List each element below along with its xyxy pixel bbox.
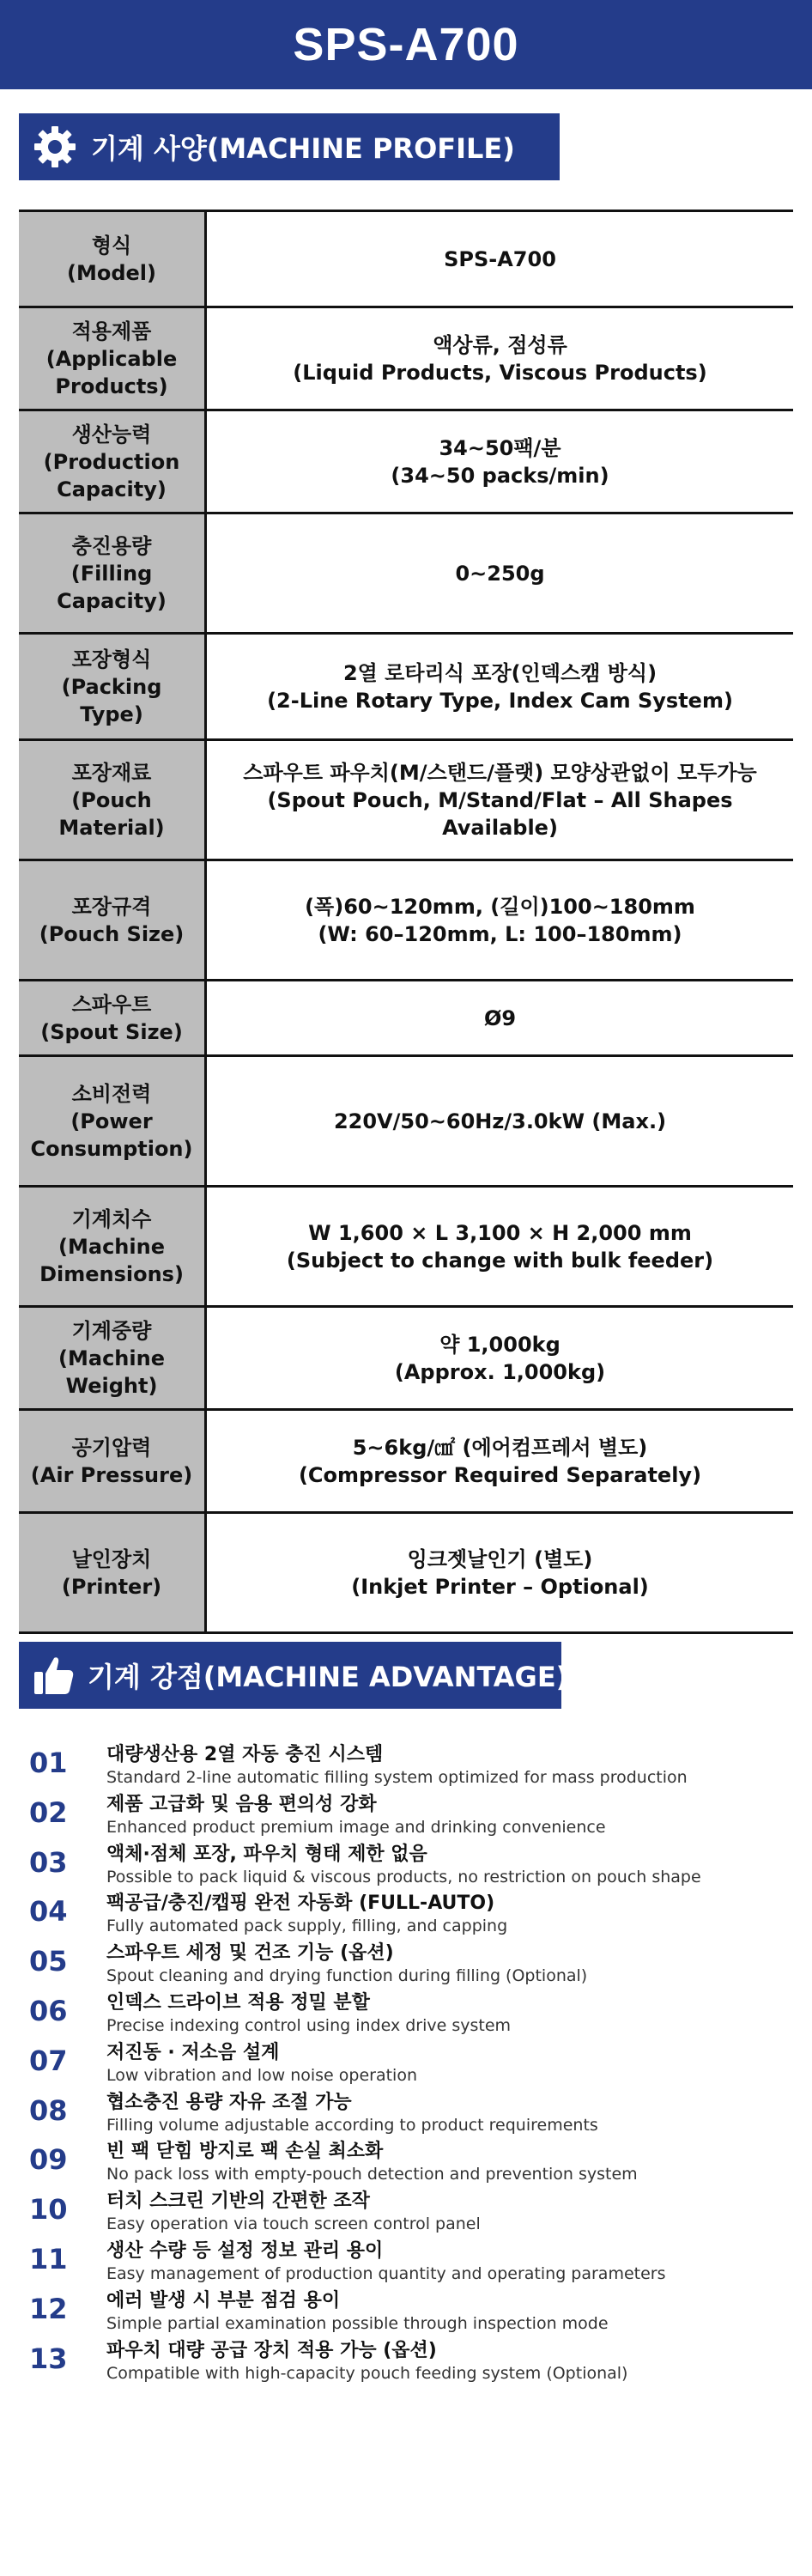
- item-desc-en: Standard 2-line automatic filling system optimized for mass production: [106, 1768, 688, 1787]
- item-number: 06: [29, 1994, 68, 2027]
- spec-key: 소비전력 (Power Consumption): [19, 1056, 206, 1187]
- spec-key: 날인장치 (Printer): [19, 1513, 206, 1633]
- item-number: 03: [29, 1845, 68, 1879]
- spec-key: 충진용량 (Filling Capacity): [19, 513, 206, 634]
- item-desc-en: Easy operation via touch screen control panel: [106, 2215, 481, 2234]
- spec-value: 0~250g: [206, 513, 794, 634]
- item-desc-en: Enhanced product premium image and drinking convenience: [106, 1817, 606, 1837]
- item-title-kr: 인덱스 드라이브 적용 정밀 분할: [106, 1991, 370, 2014]
- item-title-kr: 제품 고급화 및 음용 편의성 강화: [106, 1793, 377, 1815]
- list-item: [19, 2091, 793, 2141]
- item-desc-en: Filling volume adjustable according to product requirements: [106, 2115, 598, 2135]
- item-title-kr: 터치 스크린 기반의 간편한 조작: [106, 2190, 370, 2213]
- spec-table: [19, 210, 793, 1634]
- spec-value: 5~6kg/㎠ (에어컴프레서 별도) (Compressor Required Separately): [206, 1410, 794, 1513]
- spec-row: [19, 981, 793, 1056]
- list-item: [19, 2339, 793, 2389]
- list-item: [19, 1843, 793, 1893]
- list-item: [19, 1743, 793, 1793]
- item-number: 12: [29, 2292, 68, 2325]
- item-desc-en: Simple partial examination possible through inspection mode: [106, 2313, 609, 2333]
- item-title-kr: 빈 팩 닫힘 방지로 팩 손실 최소화: [106, 2141, 384, 2163]
- list-item: [19, 2289, 793, 2339]
- spec-value: 스파우트 파우치(M/스탠드/플랫) 모양상관없이 모두가능 (Spout Pouch, M/Stand/Flat – All Shapes Available): [206, 740, 794, 860]
- spec-key: 생산능력 (Production Capacity): [19, 410, 206, 513]
- item-title-kr: 에러 발생 시 부분 점검 용이: [106, 2289, 341, 2312]
- item-desc-en: Precise indexing control using index drive system: [106, 2015, 512, 2035]
- spec-key: 적용제품 (Applicable Products): [19, 307, 206, 410]
- item-title-kr: 생산 수량 등 설정 정보 관리 용이: [106, 2239, 384, 2262]
- item-number: 04: [29, 1895, 68, 1929]
- item-number: 01: [29, 1747, 68, 1779]
- spec-row: [19, 307, 793, 410]
- spec-key: 형식 (Model): [19, 211, 206, 307]
- spec-value: (폭)60~120mm, (길이)100~180mm (W: 60–120mm, L: 100–180mm): [206, 860, 794, 981]
- spec-value: SPS-A700: [206, 211, 794, 307]
- item-desc-en: Compatible with high-capacity pouch feeding system (Optional): [106, 2363, 628, 2383]
- profile-section-header: [19, 113, 560, 180]
- item-number: 10: [29, 2193, 68, 2227]
- page-title: SPS-A700: [293, 19, 519, 70]
- spec-key: 기계치수 (Machine Dimensions): [19, 1187, 206, 1307]
- list-item: [19, 1991, 793, 2041]
- spec-value: 액상류, 점성류 (Liquid Products, Viscous Products): [206, 307, 794, 410]
- item-title-kr: 액체·점체 포장, 파우치 형태 제한 없음: [106, 1843, 427, 1865]
- item-desc-en: Low vibration and low noise operation: [106, 2065, 417, 2085]
- spec-value: 약 1,000kg (Approx. 1,000kg): [206, 1307, 794, 1410]
- list-item: [19, 1941, 793, 1991]
- spec-key: 포장재료 (Pouch Material): [19, 740, 206, 860]
- item-number: 13: [29, 2342, 68, 2375]
- gear-icon: [31, 123, 79, 171]
- advantage-section-title: 기계 강점(MACHINE ADVANTAGE): [88, 1661, 569, 1693]
- spec-value: W 1,600 × L 3,100 × H 2,000 mm (Subject to change with bulk feeder): [206, 1187, 794, 1307]
- profile-section-title: 기계 사양(MACHINE PROFILE): [91, 132, 515, 165]
- spec-key: 포장형식 (Packing Type): [19, 634, 206, 740]
- list-item: [19, 2239, 793, 2289]
- item-desc-en: Possible to pack liquid & viscous products, no restriction on pouch shape: [106, 1867, 701, 1886]
- spec-value: 220V/50~60Hz/3.0kW (Max.): [206, 1056, 794, 1187]
- advantage-list: [19, 1743, 793, 2388]
- spec-row: [19, 1056, 793, 1187]
- spec-row: [19, 634, 793, 740]
- spec-key: 스파우트 (Spout Size): [19, 981, 206, 1056]
- spec-row: [19, 1513, 793, 1633]
- list-item: [19, 2140, 793, 2190]
- item-title-kr: 스파우트 세정 및 건조 기능 (옵션): [106, 1942, 394, 1965]
- spec-key: 기계중량 (Machine Weight): [19, 1307, 206, 1410]
- list-item: [19, 2190, 793, 2239]
- item-desc-en: Spout cleaning and drying function during filling (Optional): [106, 1966, 588, 1986]
- item-title-kr: 저진동 · 저소음 설계: [106, 2041, 280, 2063]
- list-item: [19, 1892, 793, 1941]
- spec-row: [19, 1410, 793, 1513]
- list-item: [19, 1793, 793, 1843]
- spec-key: 공기압력 (Air Pressure): [19, 1410, 206, 1513]
- spec-row: [19, 740, 793, 860]
- spec-value: 34~50팩/분 (34~50 packs/min): [206, 410, 794, 513]
- spec-row: [19, 410, 793, 513]
- item-number: 09: [29, 2143, 68, 2177]
- item-title-kr: 팩공급/충진/캡핑 완전 자동화 (FULL-AUTO): [106, 1893, 495, 1915]
- item-title-kr: 대량생산용 2열 자동 충진 시스템: [106, 1744, 384, 1765]
- page-header: [0, 0, 812, 89]
- item-number: 07: [29, 2044, 68, 2077]
- item-number: 02: [29, 1795, 68, 1829]
- item-number: 05: [29, 1945, 68, 1978]
- item-number: 11: [29, 2242, 68, 2275]
- item-number: 08: [29, 2093, 68, 2127]
- spec-key: 포장규격 (Pouch Size): [19, 860, 206, 981]
- advantage-section-header: [19, 1642, 569, 1709]
- spec-row: [19, 860, 793, 981]
- spec-row: [19, 1187, 793, 1307]
- item-desc-en: Fully automated pack supply, filling, and capping: [106, 1917, 508, 1936]
- thumbs-up-icon: [31, 1651, 76, 1699]
- spec-row: [19, 1307, 793, 1410]
- spec-value: 2열 로타리식 포장(인덱스캠 방식) (2-Line Rotary Type, Index Cam System): [206, 634, 794, 740]
- item-desc-en: Easy management of production quantity and operating parameters: [106, 2263, 666, 2283]
- list-item: [19, 2041, 793, 2091]
- item-desc-en: No pack loss with empty-pouch detection and prevention system: [106, 2165, 638, 2184]
- spec-row: [19, 211, 793, 307]
- item-title-kr: 협소충진 용량 자유 조절 가능: [106, 2091, 352, 2113]
- item-title-kr: 파우치 대량 공급 장치 적용 가능 (옵션): [106, 2339, 437, 2361]
- spec-row: [19, 513, 793, 634]
- spec-value: Ø9: [206, 981, 794, 1056]
- spec-value: 잉크젯날인기 (별도) (Inkjet Printer – Optional): [206, 1513, 794, 1633]
